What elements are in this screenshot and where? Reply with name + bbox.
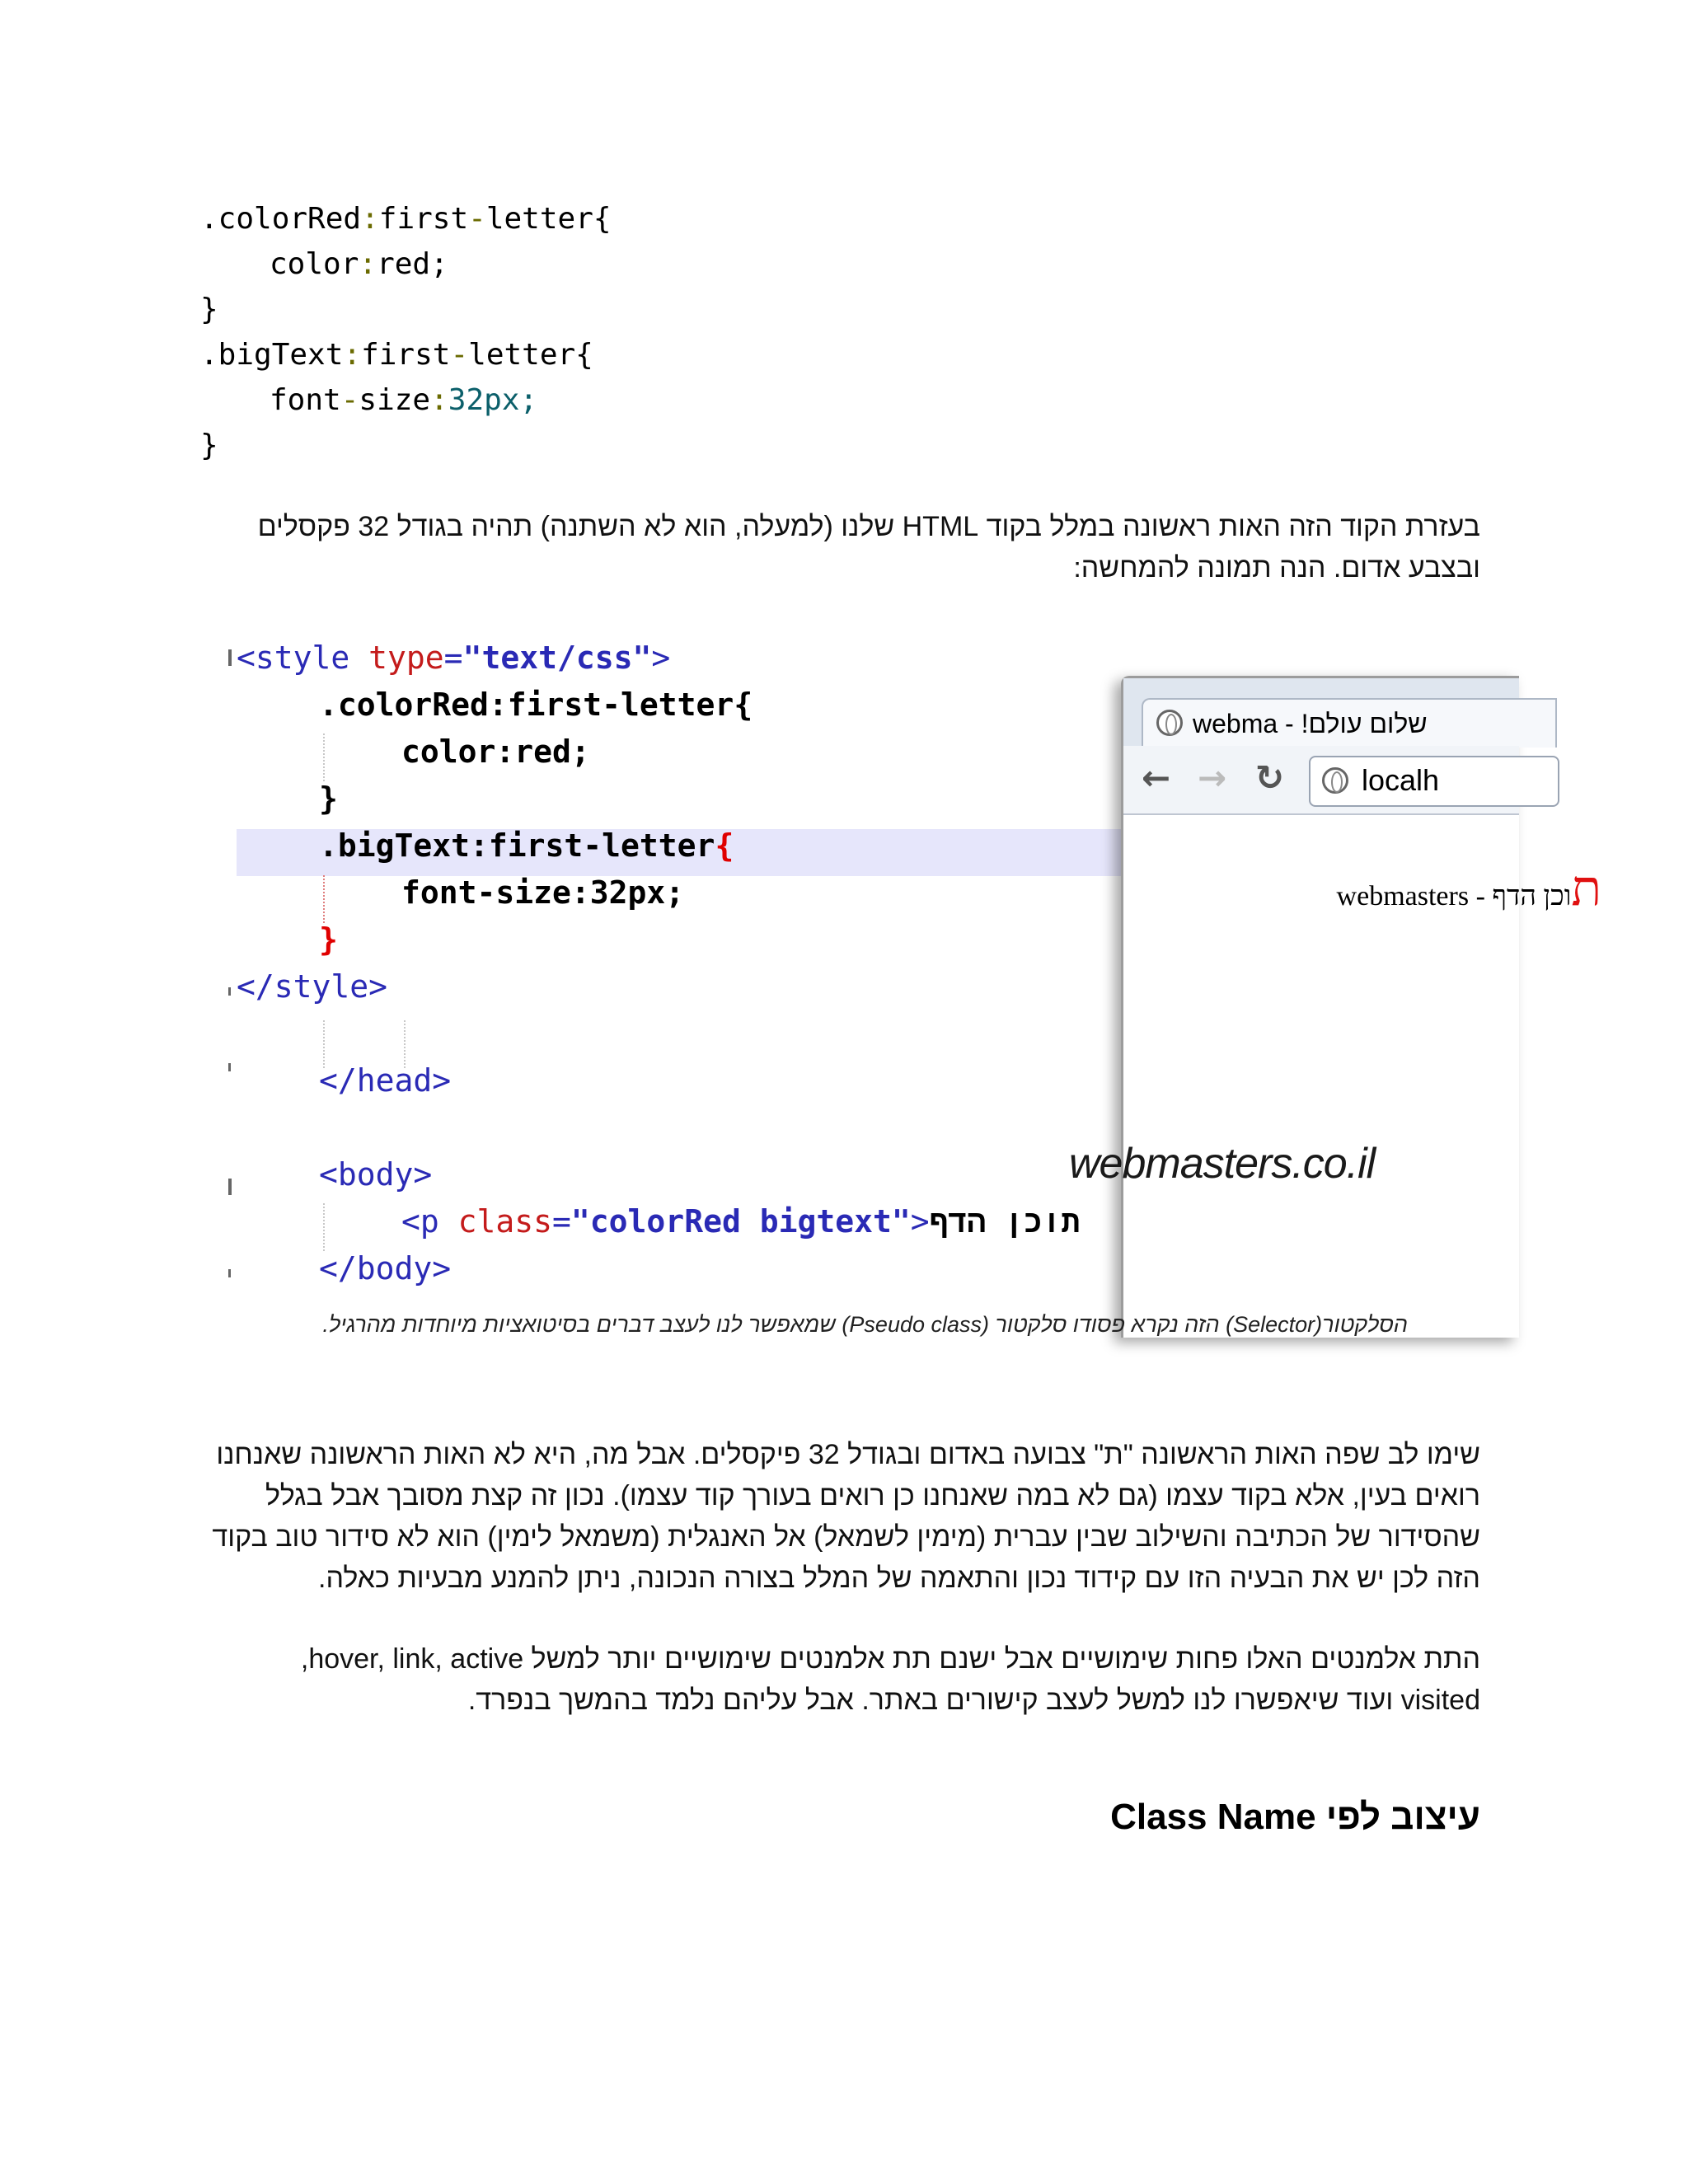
editor-line: .bigText:first-letter{ — [319, 827, 734, 864]
editor-line: </head> — [319, 1062, 452, 1099]
editor-line: </style> — [237, 968, 388, 1005]
code-line: } — [200, 293, 218, 326]
paragraph-line: שימו לב שפה האות הראשונה "ת" צבועה באדום ובגודל 32 פיקסלים. אבל מה, היא לא האות הראשונה שאנחנו — [216, 1439, 1480, 1470]
explanation-paragraph — [162, 1434, 1480, 1599]
paragraph-line: התת אלמנטים האלו פחות שימושיים אבל ישנם תת אלמנטים שימושיים יותר למשל hover, link, active, — [300, 1643, 1480, 1675]
code-line: } — [200, 429, 218, 462]
reload-icon[interactable]: ↻ — [1255, 757, 1285, 798]
editor-line: .colorRed:first-letter{ — [319, 687, 753, 723]
gutter-mark — [228, 1269, 231, 1277]
paragraph-line: ובצבע אדום. הנה תמונה להמחשה: — [1073, 552, 1480, 583]
first-letter: ת — [1571, 861, 1601, 916]
back-arrow-icon[interactable]: ← — [1142, 757, 1171, 798]
gutter-mark — [228, 649, 232, 666]
forward-arrow-icon[interactable]: → — [1198, 757, 1227, 798]
globe-icon — [1322, 767, 1348, 794]
paragraph-line: הזה לכן יש את הבעיה הזו עם קידוד נכון והתאמה של המלל בצורה הנכונה, ניתן להמנע מבעיות כאלה. — [318, 1563, 1480, 1594]
gutter-mark — [228, 1063, 231, 1071]
editor-line: } — [319, 921, 338, 958]
intro-paragraph — [162, 506, 1480, 588]
editor-line: color:red; — [401, 733, 590, 770]
browser-window — [1121, 676, 1601, 1338]
section-heading: עיצוב לפי Class Name — [1110, 1797, 1480, 1837]
code-line: .bigText:first-letter{ — [200, 338, 593, 372]
address-text: localh — [1362, 763, 1440, 797]
globe-icon — [1156, 710, 1183, 736]
code-line: .colorRed:first-letter{ — [200, 202, 612, 236]
pseudo-classes-paragraph — [162, 1638, 1480, 1721]
code-editor — [228, 635, 1135, 1304]
editor-line: <body> — [319, 1156, 433, 1193]
indent-guide — [323, 733, 325, 781]
editor-line: <p class="colorRed bigtext">תוכן הדף — [401, 1203, 1081, 1240]
editor-line: <style type="text/css"> — [237, 640, 671, 676]
gutter-mark — [228, 987, 231, 996]
editor-line: font-size:32px; — [401, 874, 685, 911]
editor-line: </body> — [319, 1250, 452, 1286]
paragraph-line: רואים בעין, אלא בקוד עצמו (גם לא במה שאנחנו כן רואים בעורך קוד עצמו). נכון זה קצת מסובך אבל בגלל — [265, 1480, 1480, 1511]
tab-title: שלום עולם! - webma — [1193, 709, 1428, 738]
page-text — [1140, 860, 1601, 917]
gutter-mark — [228, 1179, 232, 1195]
paragraph-line: בעזרת הקוד הזה האות ראשונה במלל בקוד HTML שלנו (למעלה, הוא לא השתנה) תהיה בגודל 32 פקסלים — [257, 511, 1480, 542]
example-screenshot — [228, 635, 1601, 1304]
figure-caption: הסלקטור(Selector) הזה נקרא פסודו סלקטור (Pseudo class) שמאפשר לנו לעצב דברים בסיטואציות מיוחדות מהרגיל. — [322, 1312, 1408, 1337]
indent-guide — [323, 1203, 325, 1251]
editor-line: } — [319, 780, 338, 817]
code-line: color:red; — [270, 247, 448, 281]
browser-page — [1123, 815, 1601, 1343]
browser-tab-bar — [1123, 678, 1519, 746]
watermark: webmasters.co.il — [1069, 1140, 1376, 1188]
paragraph-line: visited ועוד שיאפשרו לנו למשל לעצב קישורים באתר. אבל עליהם נלמד בהמשך בנפרד. — [467, 1685, 1480, 1716]
browser-tab[interactable] — [1142, 698, 1557, 748]
page-text-rest: וכן הדף - webmasters — [1336, 881, 1572, 912]
address-bar[interactable] — [1309, 756, 1559, 807]
browser-toolbar — [1123, 746, 1519, 815]
code-line: font-size:32px; — [270, 383, 538, 417]
css-code-block — [200, 196, 612, 468]
paragraph-line: שהסידור של הכתיבה והשילוב שבין עברית (מימין לשמאל) אל האנגלית (משמאל לימין) הוא לא סידור טוב בקוד — [212, 1521, 1480, 1553]
